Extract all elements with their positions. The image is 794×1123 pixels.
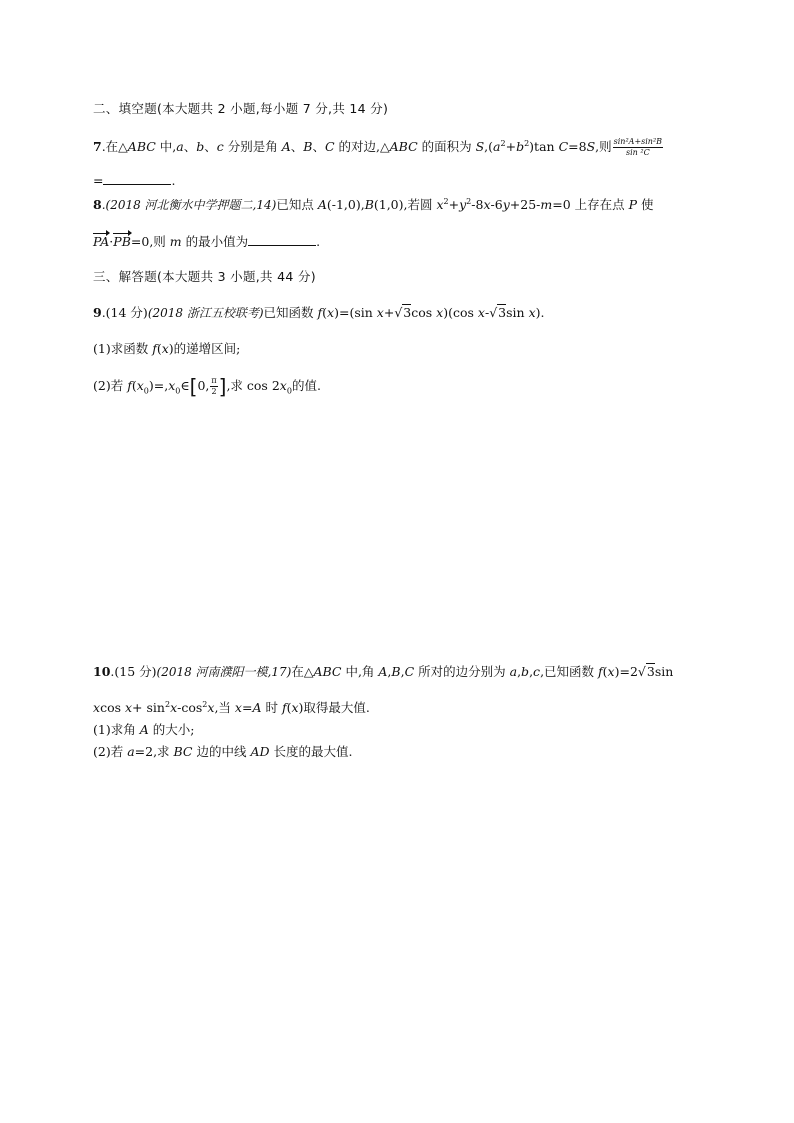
sqrt-radicand: 3 — [403, 305, 412, 320]
q10-text: x — [607, 664, 615, 679]
q9-text: 0 — [143, 386, 149, 396]
q10-text: )=2 — [614, 664, 638, 679]
q9-text: )=(sin — [334, 305, 377, 320]
question-8-line-2 — [93, 233, 320, 250]
question-8 — [93, 197, 654, 213]
pi-over-2-fraction — [210, 376, 217, 397]
left-bracket: [ — [189, 374, 198, 399]
question-9 — [93, 305, 544, 321]
q7-fraction — [613, 137, 663, 158]
q10-text: B — [391, 664, 401, 679]
q8-text: (-1,0), — [326, 197, 365, 212]
q7-text: 的对边,△ — [334, 139, 390, 154]
q9-text: 的值. — [291, 378, 321, 393]
q10-text: cos — [100, 700, 125, 715]
q9-score: .(14 分) — [101, 305, 148, 320]
question-7 — [93, 137, 664, 158]
q10-text: (2)若 — [93, 744, 128, 759]
q7-text: ABC — [127, 139, 156, 154]
q9-text: )(cos — [443, 305, 478, 320]
q10-text: x — [234, 700, 242, 715]
q9-text: sin — [506, 305, 529, 320]
question-9-part-1 — [93, 341, 240, 357]
q8-text: (1,0),若圆 — [373, 197, 437, 212]
q9-text: )=, — [148, 378, 169, 393]
q7-text: C — [324, 139, 335, 154]
q8-text: . — [316, 234, 321, 249]
q7-text: b — [516, 139, 525, 154]
vector-pb: PB — [113, 234, 131, 249]
q8-text: 已知点 — [276, 197, 318, 212]
q10-text: 在△ — [291, 664, 314, 679]
q8-text: =0,则 — [130, 234, 170, 249]
q9-text: f — [152, 341, 157, 356]
q10-text: ,当 — [214, 700, 235, 715]
q7-text: b — [196, 139, 205, 154]
q10-text: =2,求 — [134, 744, 174, 759]
q8-text: · — [109, 234, 114, 249]
q9-text: 0 — [286, 386, 292, 396]
q10-text: 所对的边分别为 — [414, 664, 510, 679]
q10-text: (1)求角 — [93, 722, 140, 737]
q10-text: BC — [173, 744, 193, 759]
q7-text: ,( — [484, 139, 494, 154]
q7-text: a — [493, 139, 501, 154]
question-8-number: 8 — [93, 197, 102, 212]
q9-text: (1)求函数 — [93, 341, 153, 356]
q10-text: 2 — [164, 699, 171, 709]
q9-text: x — [436, 305, 444, 320]
question-9-part-2 — [93, 376, 321, 397]
section-2-title: 二、填空题(本大题共 2 小题,每小题 7 分,共 14 分) — [93, 101, 389, 116]
q10-text: , — [400, 664, 405, 679]
question-10-part-2 — [93, 744, 352, 760]
q9-text: 0, — [197, 378, 210, 393]
section-3-title: 三、解答题(本大题共 3 小题,共 44 分) — [93, 269, 316, 284]
q7-text: 的面积为 — [417, 139, 476, 154]
q10-text: ,已知函数 — [540, 664, 599, 679]
q10-text: ( — [286, 700, 292, 715]
q8-text: B — [364, 197, 374, 212]
q8-text: 2 — [466, 196, 472, 206]
q9-text: x — [327, 305, 335, 320]
sqrt-symbol: √3 — [489, 305, 507, 320]
q7-text: S — [475, 139, 485, 154]
q10-text: ABC — [313, 664, 342, 679]
q9-text: ,求 cos 2 — [226, 378, 280, 393]
q7-text: .在△ — [101, 139, 128, 154]
q8-text: -8 — [471, 197, 484, 212]
q10-text: a — [509, 664, 518, 679]
q9-text: ). — [535, 305, 545, 320]
right-bracket: ] — [218, 374, 227, 399]
q7-fraction-denominator: sin ²C — [626, 148, 650, 157]
q8-text: m — [540, 197, 553, 212]
q9-text: )的递增区间; — [168, 341, 241, 356]
q10-text: + sin — [132, 700, 165, 715]
q7-text: c — [216, 139, 224, 154]
q8-source: .(2018 河北衡水中学押题二,14) — [101, 198, 277, 212]
q10-text: C — [404, 664, 415, 679]
q7-text: 、 — [183, 139, 197, 154]
q7-text: 、 — [312, 139, 325, 154]
q10-text: 边的中线 — [192, 744, 251, 759]
question-9-number: 9 — [93, 305, 102, 320]
q8-text: y — [502, 197, 510, 212]
q10-text: , — [387, 664, 392, 679]
q10-text: = — [241, 700, 253, 715]
q7-text: + — [505, 139, 517, 154]
q10-text: x — [124, 700, 133, 715]
q9-text: ( — [156, 341, 162, 356]
q9-text: x — [168, 378, 176, 393]
q10-text: 长度的最大值. — [269, 744, 353, 759]
q9-text: ∈ — [180, 378, 190, 393]
q7-text: ,则 — [595, 139, 612, 154]
question-10 — [93, 664, 673, 680]
q10-text: sin — [654, 664, 674, 679]
q8-text: A — [317, 197, 327, 212]
q7-text: A — [281, 139, 291, 154]
q10-text: x — [291, 700, 299, 715]
q8-text: x — [483, 197, 491, 212]
q10-text: x — [207, 700, 215, 715]
q7-text: 中, — [155, 139, 177, 154]
question-7-number: 7 — [93, 139, 102, 154]
vector-pa: PA — [93, 234, 110, 249]
answer-blank[interactable] — [103, 172, 171, 185]
q8-text: m — [169, 234, 182, 249]
sqrt-radicand: 3 — [498, 305, 507, 320]
q9-text: + — [383, 305, 395, 320]
question-10-line-2 — [93, 700, 370, 716]
question-10-part-1 — [93, 722, 194, 738]
q7-text: 2 — [500, 138, 506, 148]
q7-text: B — [303, 139, 313, 154]
q10-text: 的大小; — [148, 722, 195, 737]
q9-text: cos — [411, 305, 437, 320]
q10-text: b — [521, 664, 530, 679]
q10-text: A — [139, 722, 149, 737]
q9-text: 0 — [175, 386, 181, 396]
q7-equals: = — [93, 173, 104, 188]
q9-text: x — [477, 305, 485, 320]
q7-text: S — [586, 139, 596, 154]
fraction-denominator: 2 — [211, 387, 217, 396]
q10-text: 2 — [202, 699, 208, 709]
q7-text: a — [176, 139, 184, 154]
q10-text: f — [598, 664, 603, 679]
q10-text: c — [533, 664, 541, 679]
q9-text: x — [376, 305, 384, 320]
q8-text: + — [448, 197, 460, 212]
fraction-numerator: π — [211, 376, 217, 385]
sqrt-radicand: 3 — [646, 664, 655, 679]
q9-text: ( — [322, 305, 328, 320]
q10-text: 中,角 — [341, 664, 379, 679]
q10-text: ( — [602, 664, 608, 679]
sqrt-symbol: √3 — [637, 664, 655, 679]
q9-text: x — [161, 341, 169, 356]
question-7-answer: = . — [93, 173, 176, 188]
q8-text: x — [436, 197, 444, 212]
q8-text: 使 — [637, 197, 654, 212]
q9-text: - — [484, 305, 490, 320]
q10-text: )取得最大值. — [298, 700, 370, 715]
q10-text: -cos — [177, 700, 203, 715]
q7-text: 、 — [204, 139, 217, 154]
question-10-number: 10 — [93, 664, 111, 679]
q10-source: (2018 河南濮阳一模,17) — [156, 665, 292, 679]
q10-text: A — [252, 700, 262, 715]
q8-text: 的最小值为 — [181, 234, 249, 249]
q8-text: -6 — [490, 197, 503, 212]
q9-text: f — [127, 378, 132, 393]
q10-text: , — [517, 664, 522, 679]
q10-text: 时 — [261, 700, 282, 715]
q10-text: , — [529, 664, 534, 679]
q8-text: =0 上存在点 — [552, 197, 629, 212]
q10-text: x — [170, 700, 178, 715]
q9-text: x — [528, 305, 536, 320]
answer-blank[interactable] — [248, 233, 316, 246]
q10-text: f — [281, 700, 287, 715]
q7-fraction-numerator: sin²A+sin²B — [613, 137, 663, 146]
q9-text: x — [279, 378, 287, 393]
q7-text: 2 — [524, 138, 530, 148]
q8-text: y — [459, 197, 467, 212]
q10-text: x — [93, 700, 101, 715]
q9-text: (2)若 — [93, 378, 128, 393]
q7-text: 分别是角 — [223, 139, 282, 154]
q8-text: P — [628, 197, 638, 212]
q8-text: 2 — [443, 196, 449, 206]
q9-source: (2018 浙江五校联考) — [147, 306, 264, 320]
q10-score: .(15 分) — [110, 664, 157, 679]
q9-text: 已知函数 — [263, 305, 318, 320]
q10-text: A — [378, 664, 388, 679]
q10-text: AD — [250, 744, 270, 759]
q7-text: =8 — [568, 139, 587, 154]
q7-text: 、 — [290, 139, 304, 154]
q10-text: a — [127, 744, 135, 759]
sqrt-symbol: √3 — [394, 305, 412, 320]
q9-text: x — [136, 378, 144, 393]
q9-text: ( — [131, 378, 137, 393]
q8-text: +25- — [509, 197, 541, 212]
q7-text: C — [558, 139, 569, 154]
q7-text: ABC — [389, 139, 418, 154]
q7-text: )tan — [529, 139, 559, 154]
q9-text: f — [317, 305, 323, 320]
